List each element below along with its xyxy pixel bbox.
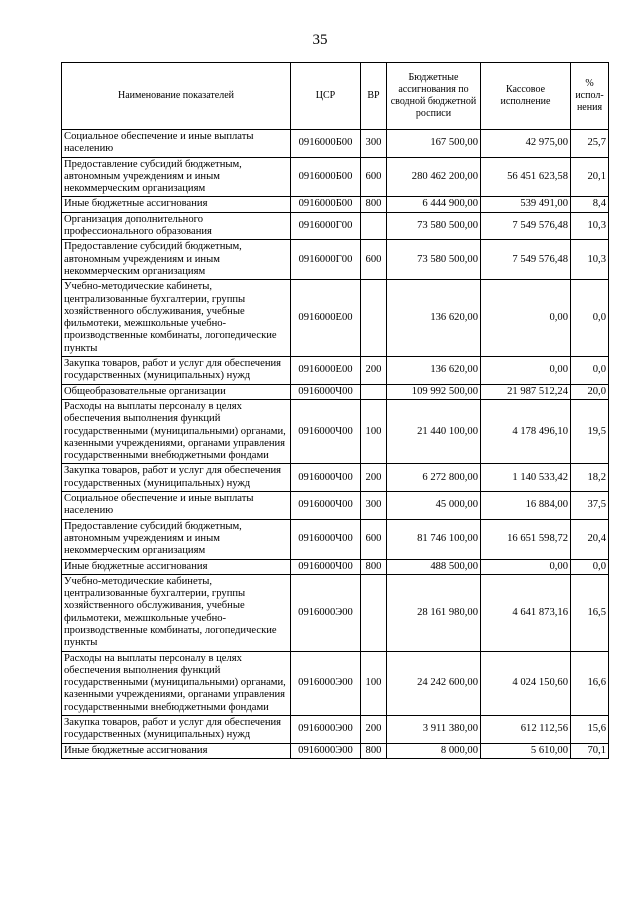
- table-row: [62, 464, 609, 492]
- cell-cash: 612 112,56: [481, 716, 571, 744]
- cell-csr: 0916000Е00: [291, 280, 361, 357]
- cell-name: Закупка товаров, работ и услуг для обеспечения государственных (муниципальных) нужд: [62, 464, 291, 492]
- table-row: [62, 280, 609, 357]
- table-row: [62, 559, 609, 574]
- cell-name: Закупка товаров, работ и услуг для обеспечения государственных (муниципальных) нужд: [62, 357, 291, 385]
- header-vr: ВР: [361, 63, 387, 130]
- cell-name: Закупка товаров, работ и услуг для обеспечения государственных (муниципальных) нужд: [62, 716, 291, 744]
- cell-percent: 0,0: [571, 559, 609, 574]
- cell-csr: 0916000Ч00: [291, 399, 361, 463]
- cell-name: Организация дополнительного профессионального образования: [62, 212, 291, 240]
- cell-csr: 0916000Э00: [291, 574, 361, 651]
- cell-csr: 0916000Ч00: [291, 384, 361, 399]
- cell-assignments: 45 000,00: [387, 492, 481, 520]
- cell-cash: 16 651 598,72: [481, 519, 571, 559]
- cell-csr: 0916000Б00: [291, 197, 361, 212]
- cell-name: Предоставление субсидий бюджетным, автономным учреждениям и иным некоммерческим организациям: [62, 157, 291, 197]
- cell-vr: 100: [361, 651, 387, 715]
- cell-vr: 600: [361, 157, 387, 197]
- header-cash: Кассовое исполнение: [481, 63, 571, 130]
- page-number: 35: [312, 32, 328, 48]
- cell-percent: 15,6: [571, 716, 609, 744]
- cell-csr: 0916000Б00: [291, 130, 361, 158]
- cell-csr: 0916000Ч00: [291, 519, 361, 559]
- cell-vr: 300: [361, 130, 387, 158]
- cell-cash: 4 178 496,10: [481, 399, 571, 463]
- cell-vr: [361, 574, 387, 651]
- cell-csr: 0916000Ч00: [291, 559, 361, 574]
- cell-name: Расходы на выплаты персоналу в целях обеспечения выполнения функций государственными (муниципальными) органами, казенными учреждениями, органами управления государственными внебюджетными фондами: [62, 399, 291, 463]
- cell-cash: 4 641 873,16: [481, 574, 571, 651]
- cell-assignments: 136 620,00: [387, 280, 481, 357]
- cell-assignments: 6 272 800,00: [387, 464, 481, 492]
- cell-vr: 200: [361, 464, 387, 492]
- cell-cash: 7 549 576,48: [481, 240, 571, 280]
- cell-assignments: 488 500,00: [387, 559, 481, 574]
- cell-percent: 16,6: [571, 651, 609, 715]
- table-row: [62, 357, 609, 385]
- header-name: Наименование показателей: [62, 63, 291, 130]
- cell-assignments: 280 462 200,00: [387, 157, 481, 197]
- cell-cash: 42 975,00: [481, 130, 571, 158]
- cell-assignments: 28 161 980,00: [387, 574, 481, 651]
- cell-percent: 37,5: [571, 492, 609, 520]
- table-row: [62, 240, 609, 280]
- cell-vr: 200: [361, 357, 387, 385]
- table-row: [62, 157, 609, 197]
- table-row: [62, 519, 609, 559]
- cell-name: Предоставление субсидий бюджетным, автономным учреждениям и иным некоммерческим организациям: [62, 240, 291, 280]
- cell-cash: 0,00: [481, 559, 571, 574]
- cell-vr: 800: [361, 197, 387, 212]
- cell-assignments: 167 500,00: [387, 130, 481, 158]
- budget-execution-table: [61, 62, 609, 759]
- table-row: [62, 197, 609, 212]
- cell-cash: 0,00: [481, 357, 571, 385]
- cell-percent: 20,0: [571, 384, 609, 399]
- cell-csr: 0916000Б00: [291, 157, 361, 197]
- cell-percent: 10,3: [571, 212, 609, 240]
- table-row: [62, 399, 609, 463]
- table-row: [62, 212, 609, 240]
- cell-percent: 0,0: [571, 280, 609, 357]
- table-row: [62, 384, 609, 399]
- cell-percent: 10,3: [571, 240, 609, 280]
- cell-vr: 600: [361, 519, 387, 559]
- cell-csr: 0916000Э00: [291, 743, 361, 758]
- header-assignments: Бюджетные ассигнования по сводной бюджетной росписи: [387, 63, 481, 130]
- table-body: [62, 130, 609, 759]
- cell-csr: 0916000Г00: [291, 212, 361, 240]
- cell-name: Общеобразовательные организации: [62, 384, 291, 399]
- table-row: [62, 651, 609, 715]
- cell-cash: 1 140 533,42: [481, 464, 571, 492]
- cell-csr: 0916000Э00: [291, 716, 361, 744]
- cell-cash: 4 024 150,60: [481, 651, 571, 715]
- cell-name: Учебно-методические кабинеты, централизованные бухгалтерии, группы хозяйственного обслуживания, учебные фильмотеки, межшкольные учебно-производственные комбинаты, логопедические пункты: [62, 280, 291, 357]
- cell-assignments: 73 580 500,00: [387, 240, 481, 280]
- cell-name: Иные бюджетные ассигнования: [62, 559, 291, 574]
- cell-assignments: 81 746 100,00: [387, 519, 481, 559]
- cell-vr: 300: [361, 492, 387, 520]
- cell-cash: 0,00: [481, 280, 571, 357]
- cell-percent: 0,0: [571, 357, 609, 385]
- cell-assignments: 136 620,00: [387, 357, 481, 385]
- table-row: [62, 574, 609, 651]
- cell-percent: 20,1: [571, 157, 609, 197]
- cell-cash: 539 491,00: [481, 197, 571, 212]
- cell-name: Иные бюджетные ассигнования: [62, 197, 291, 212]
- header-csr: ЦСР: [291, 63, 361, 130]
- cell-assignments: 24 242 600,00: [387, 651, 481, 715]
- cell-cash: 5 610,00: [481, 743, 571, 758]
- table-row: [62, 130, 609, 158]
- cell-vr: [361, 280, 387, 357]
- cell-name: Расходы на выплаты персоналу в целях обеспечения выполнения функций государственными (муниципальными) органами, казенными учреждениями, органами управления государственными внебюджетными фондами: [62, 651, 291, 715]
- cell-vr: [361, 212, 387, 240]
- table-row: [62, 716, 609, 744]
- cell-vr: 800: [361, 743, 387, 758]
- cell-csr: 0916000Ч00: [291, 492, 361, 520]
- table-row: [62, 743, 609, 758]
- cell-percent: 70,1: [571, 743, 609, 758]
- cell-vr: 200: [361, 716, 387, 744]
- cell-cash: 21 987 512,24: [481, 384, 571, 399]
- cell-cash: 16 884,00: [481, 492, 571, 520]
- cell-csr: 0916000Е00: [291, 357, 361, 385]
- cell-assignments: 6 444 900,00: [387, 197, 481, 212]
- cell-assignments: 109 992 500,00: [387, 384, 481, 399]
- cell-percent: 18,2: [571, 464, 609, 492]
- cell-assignments: 21 440 100,00: [387, 399, 481, 463]
- cell-percent: 8,4: [571, 197, 609, 212]
- cell-assignments: 73 580 500,00: [387, 212, 481, 240]
- cell-vr: [361, 384, 387, 399]
- cell-vr: 100: [361, 399, 387, 463]
- cell-csr: 0916000Э00: [291, 651, 361, 715]
- cell-name: Социальное обеспечение и иные выплаты населению: [62, 130, 291, 158]
- cell-assignments: 8 000,00: [387, 743, 481, 758]
- cell-percent: 25,7: [571, 130, 609, 158]
- cell-name: Иные бюджетные ассигнования: [62, 743, 291, 758]
- cell-percent: 19,5: [571, 399, 609, 463]
- table-header-row: [62, 63, 609, 130]
- cell-name: Предоставление субсидий бюджетным, автономным учреждениям и иным некоммерческим организациям: [62, 519, 291, 559]
- cell-name: Учебно-методические кабинеты, централизованные бухгалтерии, группы хозяйственного обслуживания, учебные фильмотеки, межшкольные учебно-производственные комбинаты, логопедические пункты: [62, 574, 291, 651]
- cell-name: Социальное обеспечение и иные выплаты населению: [62, 492, 291, 520]
- cell-percent: 20,4: [571, 519, 609, 559]
- cell-csr: 0916000Г00: [291, 240, 361, 280]
- cell-cash: 7 549 576,48: [481, 212, 571, 240]
- cell-vr: 600: [361, 240, 387, 280]
- cell-percent: 16,5: [571, 574, 609, 651]
- cell-assignments: 3 911 380,00: [387, 716, 481, 744]
- table-row: [62, 492, 609, 520]
- cell-cash: 56 451 623,58: [481, 157, 571, 197]
- cell-csr: 0916000Ч00: [291, 464, 361, 492]
- header-percent: % испол-нения: [571, 63, 609, 130]
- cell-vr: 800: [361, 559, 387, 574]
